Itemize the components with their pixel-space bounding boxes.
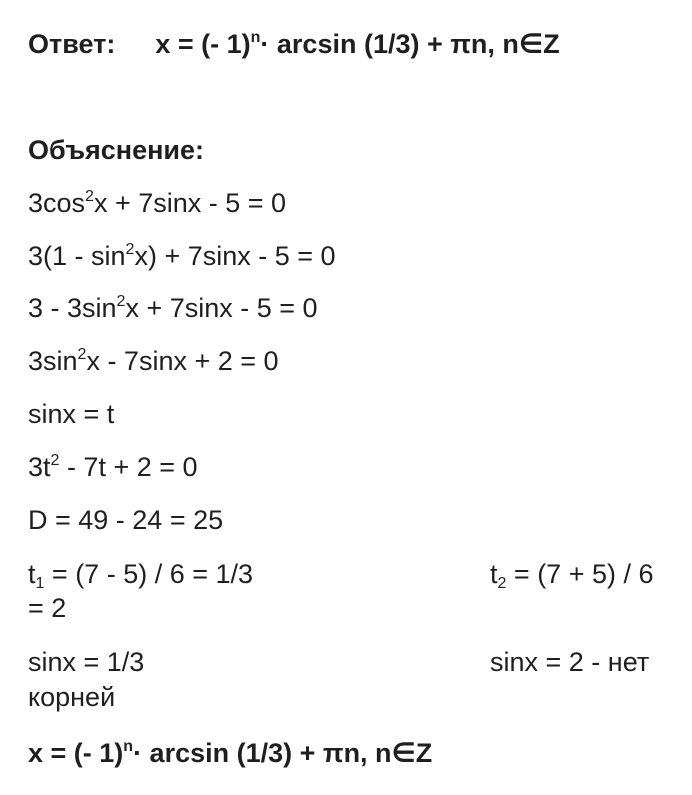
final-formula-start: x = (- 1) — [28, 738, 124, 768]
t2-index: 2 — [497, 575, 507, 592]
eq4-exponent: 2 — [77, 346, 87, 363]
eq1-start: 3cos — [28, 188, 86, 218]
equation-line-4 — [28, 343, 279, 379]
root-t1 — [28, 556, 253, 592]
answer-formula-exponent: n — [250, 29, 261, 46]
quad-start: 3t — [28, 452, 51, 482]
t1-index: 1 — [35, 575, 45, 592]
quad-exponent: 2 — [50, 452, 60, 469]
t1-expr: = (7 - 5) / 6 = 1/3 — [44, 559, 254, 589]
eq4-end: x - 7sinx + 2 = 0 — [86, 346, 279, 376]
eq3-start: 3 - 3sin — [28, 293, 117, 323]
eq1-exponent: 2 — [85, 188, 94, 205]
equation-line-2 — [28, 238, 336, 274]
final-answer-line — [28, 735, 432, 771]
eq3-end: x + 7sinx - 5 = 0 — [125, 293, 318, 323]
quad-end: - 7t + 2 = 0 — [59, 452, 198, 482]
root-t2-continuation: = 2 — [28, 593, 67, 623]
eq4-start: 3sin — [28, 346, 78, 376]
explanation-label: Объяснение: — [28, 135, 205, 165]
equation-line-3 — [28, 290, 318, 326]
answer-formula-end: · arcsin (1/3) + πn, n∈Z — [260, 29, 560, 59]
final-formula-exponent: n — [123, 738, 134, 755]
final-formula-end: · arcsin (1/3) + πn, n∈Z — [133, 738, 433, 768]
discriminant-line: D = 49 - 24 = 25 — [28, 505, 224, 535]
equation-line-1 — [28, 185, 286, 221]
eq2-exponent: 2 — [125, 241, 135, 258]
answer-label: Ответ: — [28, 29, 116, 59]
eq2-end: x) + 7sinx - 5 = 0 — [134, 241, 336, 271]
answer-formula-start: x = (- 1) — [155, 29, 251, 59]
t1-var: t — [28, 559, 36, 589]
eq3-exponent: 2 — [116, 293, 126, 310]
quadratic-line — [28, 449, 198, 485]
root-t2 — [490, 556, 654, 592]
sin-equation-1: sinx = 1/3 — [28, 647, 145, 677]
sin-equation-2: sinx = 2 - нет — [490, 647, 650, 677]
eq2-start: 3(1 - sin — [28, 241, 126, 271]
t2-var: t — [490, 559, 498, 589]
sin-equation-2-continuation: корней — [28, 682, 116, 712]
substitution-line: sinx = t — [28, 399, 115, 429]
t2-expr: = (7 + 5) / 6 — [506, 559, 654, 589]
eq1-end: x + 7sinx - 5 = 0 — [93, 188, 287, 218]
answer-line — [28, 26, 560, 62]
